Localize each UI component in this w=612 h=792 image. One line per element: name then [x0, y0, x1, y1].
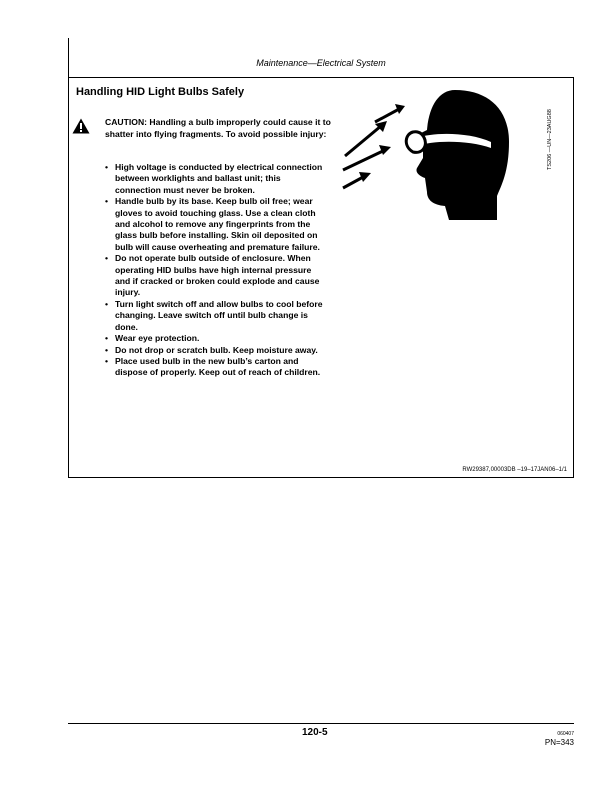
- running-head: Maintenance—Electrical System: [256, 58, 386, 68]
- list-item: • High voltage is conducted by electrical connection between worklights and ballast unit; this connection must never be broken.: [105, 162, 327, 196]
- part-number: PN=343: [544, 738, 574, 747]
- head-with-safety-glasses-icon: [341, 88, 511, 222]
- footer-rule: [68, 723, 574, 724]
- section-title: Handling HID Light Bulbs Safely: [76, 86, 245, 98]
- caution-text: CAUTION: Handling a bulb improperly could cause it to shatter into flying fragments. To avoid possible injury:: [105, 117, 331, 139]
- page-number: 120-5: [302, 727, 328, 738]
- reference-code: RW29387,00003DB –19–17JAN06–1/1: [462, 467, 567, 473]
- warning-triangle-icon: [72, 118, 90, 134]
- figure-id: TS206 —UN—23AUG88: [547, 109, 553, 170]
- precaution-list: [105, 162, 327, 379]
- list-item: • Do not operate bulb outside of enclosure. When operating HID bulbs have high internal pressure and if cracked or broken could explode and cause injury.: [105, 253, 327, 299]
- list-item: • Do not drop or scratch bulb. Keep moisture away.: [105, 345, 327, 356]
- list-item: • Place used bulb in the new bulb’s carton and dispose of properly. Keep out of reach of children.: [105, 356, 327, 379]
- safety-panel: [68, 77, 574, 478]
- list-item: • Turn light switch off and allow bulbs to cool before changing. Leave switch off until bulb change is done.: [105, 299, 327, 333]
- list-item: • Wear eye protection.: [105, 333, 327, 344]
- list-item: • Handle bulb by its base. Keep bulb oil free; wear gloves to avoid touching glass. Use a clean cloth and alcohol to remove any fingerprints from the glass bulb before installing. Skin oil deposited on bulb will cause overheating and premature failure.: [105, 196, 327, 253]
- footer-code: 060407: [557, 731, 574, 737]
